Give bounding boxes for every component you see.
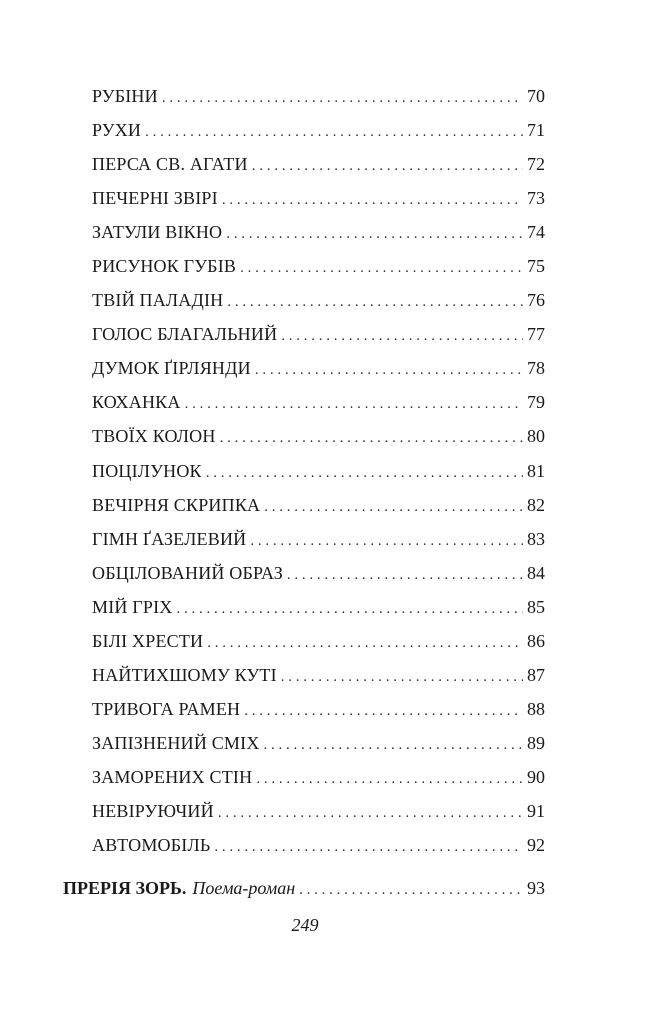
toc-entry-title: НЕВІРУЮЧИЙ — [92, 800, 214, 821]
toc-entry[interactable] — [92, 152, 545, 186]
toc-entry[interactable] — [92, 629, 545, 663]
toc-entry[interactable] — [92, 527, 545, 561]
dot-leader — [250, 529, 523, 553]
toc-entry-title: ОБЦІЛОВАНИЙ ОБРАЗ — [92, 562, 283, 583]
toc-entry-page: 86 — [527, 630, 545, 651]
toc-entry[interactable] — [92, 459, 545, 493]
toc-entry[interactable] — [92, 731, 545, 765]
toc-entry-page: 76 — [527, 290, 545, 311]
dot-leader — [207, 631, 523, 655]
toc-entry-page: 74 — [527, 222, 545, 243]
section-page: 93 — [527, 878, 545, 898]
toc-entry[interactable] — [92, 220, 545, 254]
toc-entry-page: 89 — [527, 732, 545, 753]
dot-leader — [177, 597, 523, 621]
dot-leader — [214, 835, 523, 859]
toc-entry[interactable] — [92, 84, 545, 118]
toc-entry-title: ПОЦІЛУНОК — [92, 460, 202, 481]
toc-entry-page: 70 — [527, 86, 545, 106]
toc-entry-title: ТВОЇХ КОЛОН — [92, 426, 216, 447]
toc-entry-title: АВТОМОБІЛЬ — [92, 835, 211, 856]
toc-entry[interactable] — [92, 833, 545, 867]
toc-entry[interactable] — [92, 799, 545, 833]
toc-entry-page: 72 — [527, 154, 545, 175]
dot-leader — [264, 733, 523, 757]
toc-entry-title: ПЕЧЕРНІ ЗВІРІ — [92, 188, 218, 209]
toc-entry[interactable] — [92, 254, 545, 288]
toc-entry-title: НАЙТИХШОМУ КУТІ — [92, 664, 277, 685]
toc-entry[interactable] — [92, 288, 545, 322]
dot-leader — [220, 426, 523, 450]
dot-leader — [218, 801, 523, 825]
toc-entry-title: БІЛІ ХРЕСТИ — [92, 630, 204, 651]
toc-entry-title: РИСУНОК ГУБІВ — [92, 256, 237, 277]
page-number: 249 — [291, 915, 319, 935]
toc-entry-page: 88 — [527, 698, 545, 719]
toc-entry-page: 75 — [527, 256, 545, 277]
dot-leader — [227, 290, 523, 314]
toc-entry-title: ТРИВОГА РАМЕН — [92, 698, 241, 719]
toc-entry-page: 90 — [527, 766, 545, 787]
toc-entry[interactable] — [92, 322, 545, 356]
toc-entry-title: ДУМОК ҐІРЛЯНДИ — [92, 358, 251, 379]
dot-leader — [240, 256, 523, 280]
dot-leader — [162, 86, 523, 110]
toc-entry[interactable] — [92, 390, 545, 424]
toc-entry-page: 79 — [527, 392, 545, 413]
dot-leader — [244, 699, 523, 723]
section-title: ПРЕРІЯ ЗОРЬ. — [63, 878, 187, 898]
dot-leader — [299, 878, 523, 902]
section-subtitle: Поема-роман — [192, 878, 296, 898]
toc-entry-page: 92 — [527, 835, 545, 856]
toc-entry[interactable] — [92, 118, 545, 152]
toc-entry-title: ГОЛОС БЛАГАЛЬНИЙ — [92, 324, 278, 345]
toc-entry-page: 84 — [527, 562, 545, 583]
dot-leader — [185, 392, 523, 416]
toc-entry-title: ЗАПІЗНЕНИЙ СМІХ — [92, 732, 260, 753]
toc-entry-title: ЗАТУЛИ ВІКНО — [92, 222, 223, 243]
table-of-contents — [92, 84, 545, 867]
toc-entry-page: 82 — [527, 494, 545, 515]
toc-entry-page: 73 — [527, 188, 545, 209]
dot-leader — [222, 188, 523, 212]
toc-entry-title: РУХИ — [92, 120, 142, 141]
dot-leader — [226, 222, 523, 246]
toc-entry-title: КОХАНКА — [92, 392, 181, 413]
toc-entry[interactable] — [92, 765, 545, 799]
toc-entry-page: 87 — [527, 664, 545, 685]
dot-leader — [281, 665, 523, 689]
dot-leader — [256, 767, 523, 791]
toc-entry[interactable] — [92, 663, 545, 697]
toc-entry-page: 78 — [527, 358, 545, 379]
dot-leader — [281, 324, 523, 348]
toc-entry-title: МІЙ ГРІХ — [92, 596, 173, 617]
toc-entry-page: 81 — [527, 460, 545, 481]
toc-entry[interactable] — [92, 186, 545, 220]
toc-entry-page: 71 — [527, 120, 545, 141]
toc-section-entry[interactable] — [63, 876, 545, 902]
dot-leader — [145, 120, 523, 144]
dot-leader — [264, 495, 523, 519]
toc-entry-page: 77 — [527, 324, 545, 345]
toc-entry-title: ВЕЧІРНЯ СКРИПКА — [92, 494, 261, 515]
toc-entry[interactable] — [92, 561, 545, 595]
toc-entry[interactable] — [92, 424, 545, 458]
toc-entry-title: ПЕРСА СВ. АГАТИ — [92, 154, 248, 175]
toc-entry-page: 83 — [527, 528, 545, 549]
toc-entry-title: ГІМН ҐАЗЕЛЕВИЙ — [92, 528, 247, 549]
dot-leader — [287, 563, 523, 587]
toc-entry-title: ТВІЙ ПАЛАДІН — [92, 290, 224, 311]
toc-entry-title: РУБІНИ — [92, 86, 158, 106]
dot-leader — [255, 358, 523, 382]
dot-leader — [206, 461, 523, 485]
toc-entry-title: ЗАМОРЕНИХ СТІН — [92, 766, 253, 787]
toc-entry-page: 91 — [527, 800, 545, 821]
dot-leader — [252, 154, 523, 178]
toc-entry[interactable] — [92, 595, 545, 629]
toc-entry-page: 80 — [527, 426, 545, 447]
toc-entry[interactable] — [92, 493, 545, 527]
toc-entry-page: 85 — [527, 596, 545, 617]
toc-entry[interactable] — [92, 356, 545, 390]
toc-entry[interactable] — [92, 697, 545, 731]
